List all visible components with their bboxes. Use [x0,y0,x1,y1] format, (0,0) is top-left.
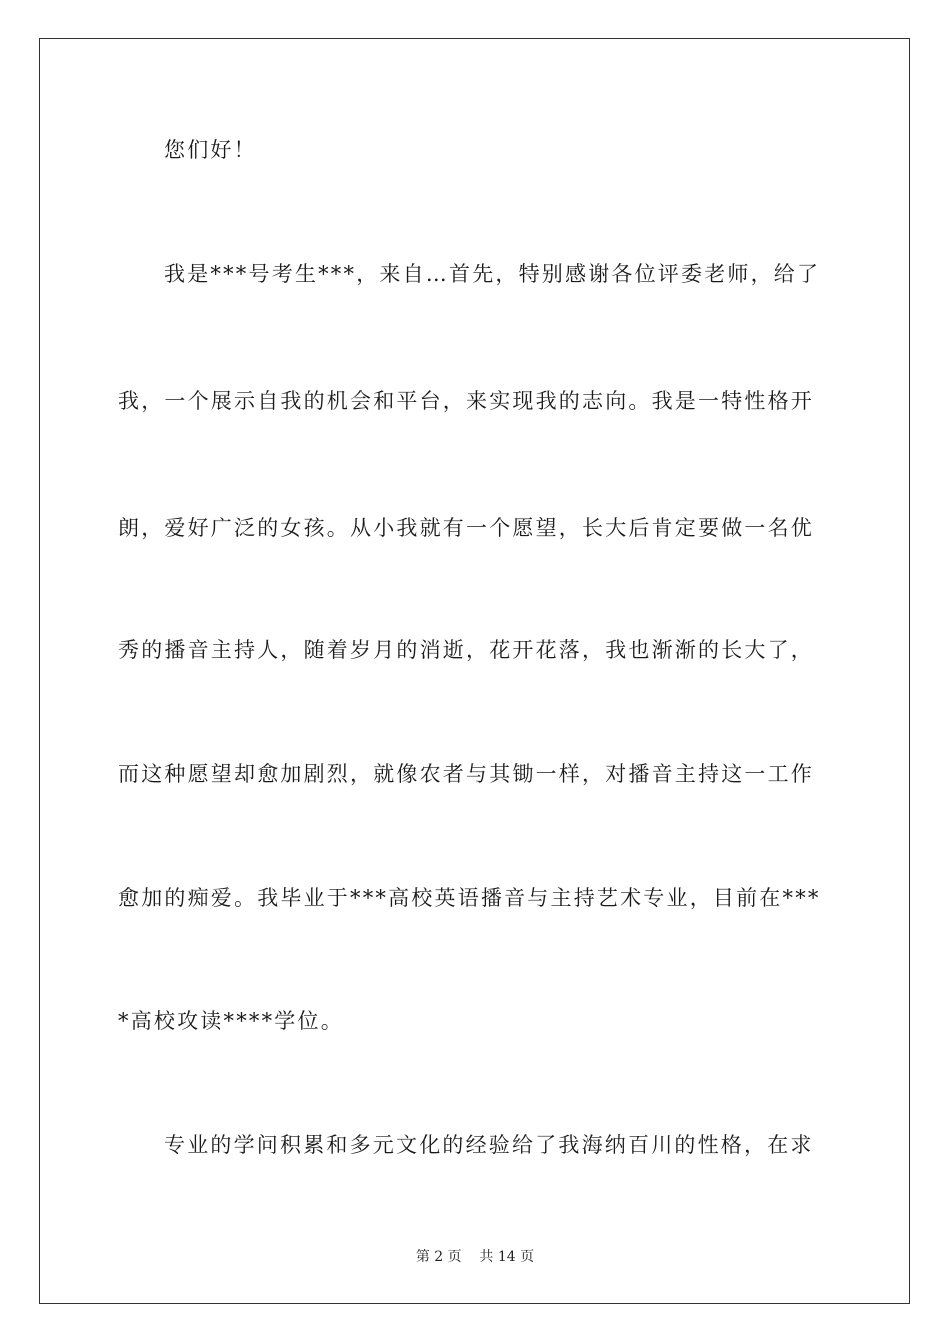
paragraph-line: 而这种愿望却愈加剧烈，就像农者与其锄一样，对播音主持这一工作 [118,762,814,786]
paragraph-line: *高校攻读****学位。 [118,1009,344,1033]
paragraph-line: 我是***号考生***，来自…首先，特别感谢各位评委老师，给了 [164,262,821,286]
page-border [39,38,910,1304]
paragraph-line: 愈加的痴爱。我毕业于***高校英语播音与主持艺术专业，目前在*** [118,886,821,910]
greeting-line: 您们好！ [164,138,257,162]
paragraph-line: 秀的播音主持人，随着岁月的消逝，花开花落，我也渐渐的长大了， [118,638,814,662]
paragraph-line: 朗，爱好广泛的女孩。从小我就有一个愿望，长大后肯定要做一名优 [118,516,814,540]
page-number-footer: 第 2 页 共 14 页 [415,1249,535,1265]
paragraph-line: 我，一个展示自我的机会和平台，来实现我的志向。我是一特性格开 [118,389,814,413]
paragraph-line: 专业的学问积累和多元文化的经验给了我海纳百川的性格，在求 [164,1133,814,1157]
